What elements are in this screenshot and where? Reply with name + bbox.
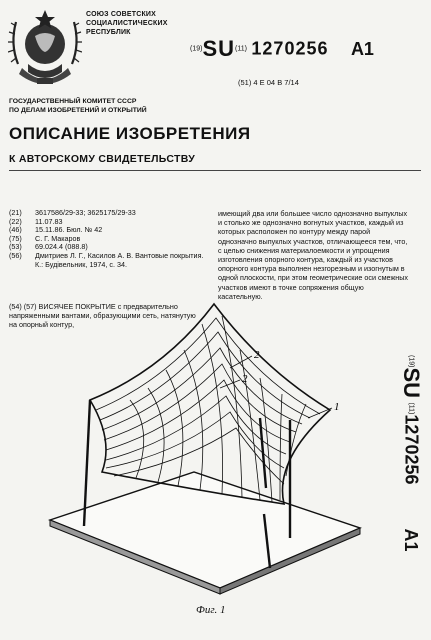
state-line: СОЮЗ СОВЕТСКИХ (86, 11, 157, 18)
inid-code-11: (11) (235, 45, 247, 53)
document-subtitle: К АВТОРСКОМУ СВИДЕТЕЛЬСТВУ (9, 153, 196, 165)
committee-line: ГОСУДАРСТВЕННЫЙ КОМИТЕТ СССР (9, 98, 137, 105)
inid-code-11: (11) (407, 402, 415, 415)
biblio-code: (46) (9, 225, 22, 235)
kind-code: A1 (350, 38, 374, 59)
biblio-value: Дмитриев Л. Г., Касилов А. В. Вантовые покрытия. К.: Будівельник, 1974, с. 34. (35, 250, 204, 269)
cable-net (90, 304, 330, 504)
patent-number: 1270256 (251, 38, 329, 59)
state-line: РЕСПУБЛИК (86, 29, 131, 36)
abstract-text: (54) (57) ВИСЯЧЕЕ ПОКРЫТИЕ с предварительно напряженными вантами, образующими сеть, натянутую на опорный контур, (9, 302, 196, 330)
bibliographic-data (9, 209, 205, 269)
figure-label: 2 (254, 349, 260, 361)
patent-number: 1270256 (401, 414, 422, 485)
ipc-classification: (51) 4 E 04 B 7/14 (238, 78, 299, 87)
biblio-value: С. Г. Макаров (35, 233, 81, 243)
biblio-code: (53) (9, 242, 22, 252)
figure-drawing (44, 300, 364, 600)
country-code: SU (399, 367, 424, 399)
side-patent-number (398, 355, 428, 605)
inid-code-19: (19) (407, 355, 415, 368)
patent-number-block (190, 36, 374, 62)
figure-label: 2 (242, 373, 248, 385)
ussr-emblem-icon (8, 4, 82, 86)
divider (9, 170, 421, 171)
country-code: SU (202, 36, 236, 61)
biblio-code: (56) (9, 250, 22, 260)
document-title: ОПИСАНИЕ ИЗОБРЕТЕНИЯ (9, 124, 251, 143)
figure-caption: Фиг. 1 (196, 604, 226, 616)
biblio-row (9, 252, 205, 269)
claim-continuation: имеющий два или большее число однозначно выпуклых и столько же однозначно вогнутых участков, каждый из которых расположен по контуру между парой однозначно выпуклых участков, отличающееся тем, что, с целью снижения материалоемкости и упрощения изготовления опорного контура, каждый из участков опорного контура выполнен незгорезным и изогнутым в одной плоскости, при этом геометрические оси смежных участков имеют в точке сопряжения общую касательную. (218, 209, 408, 301)
figure-label: 1 (334, 401, 340, 413)
biblio-value: 69.024.4 (088.8) (35, 242, 88, 252)
committee-name (9, 97, 147, 115)
state-line: СОЦИАЛИСТИЧЕСКИХ (86, 20, 168, 27)
biblio-value: 15.11.86. Бюл. № 42 (35, 225, 103, 235)
biblio-code: (22) (9, 216, 22, 226)
biblio-value: 3617586/29-33; 3625175/29-33 (35, 208, 136, 217)
committee-line: ПО ДЕЛАМ ИЗОБРЕТЕНИЙ И ОТКРЫТИЙ (9, 107, 147, 114)
biblio-code: (75) (9, 233, 22, 243)
inid-code-19: (19) (190, 45, 203, 53)
biblio-code: (21) (9, 208, 22, 217)
kind-code: A1 (401, 528, 422, 552)
state-name (86, 10, 168, 37)
biblio-value: 11.07.83 (35, 216, 63, 226)
